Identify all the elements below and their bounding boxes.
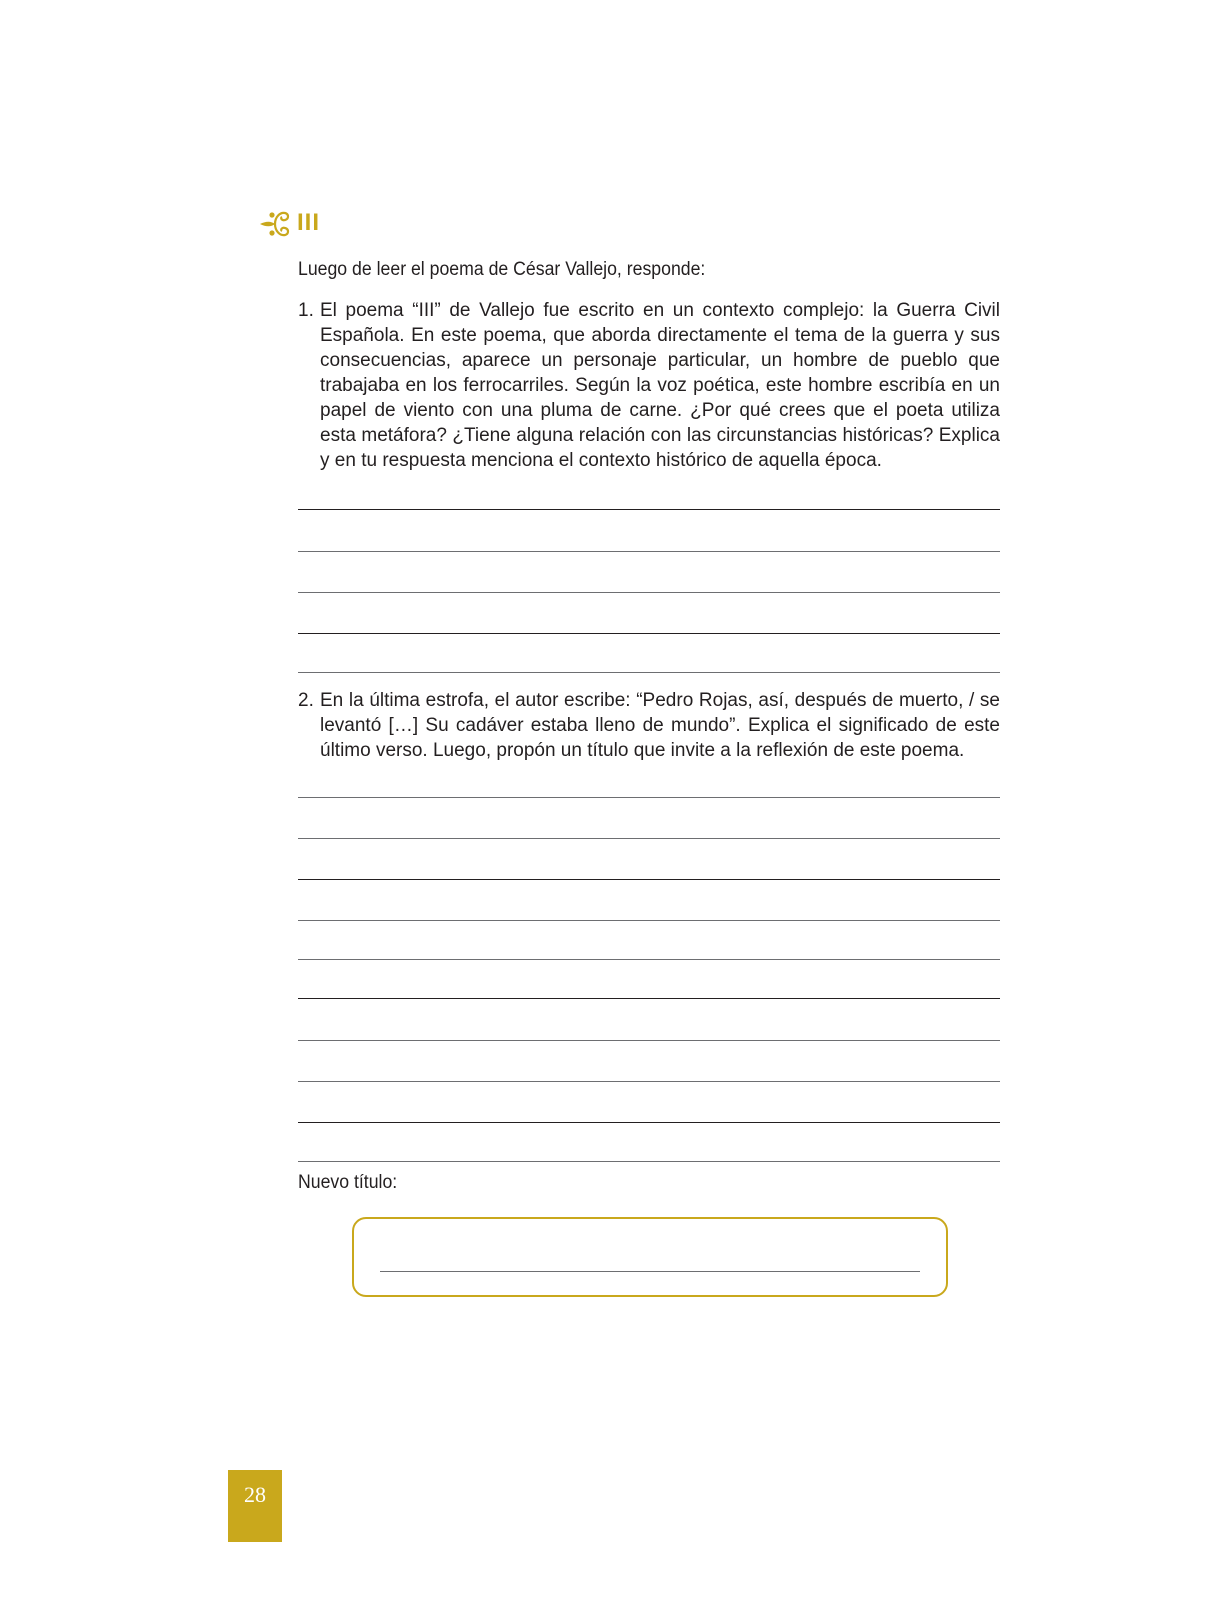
page-number-badge (228, 1470, 282, 1542)
answer-line[interactable] (298, 998, 1000, 999)
answer-line[interactable] (298, 879, 1000, 880)
fleur-ornament-icon (258, 208, 290, 240)
answer-line[interactable] (298, 592, 1000, 593)
section-title: III (297, 209, 321, 236)
question-number: 1. (298, 300, 314, 321)
instructions: Luego de leer el poema de César Vallejo, responde: (298, 259, 706, 280)
question-text: El poema “III” de Vallejo fue escrito en un contexto complejo: la Guerra Civil Española. En este poema, que aborda directamente el tema de la guerra y sus consecuencias, aparece un personaje particular, un hombre de pueblo que trabajaba en los ferrocarriles. Según la voz poética, este hombre escribía en un papel de viento con una pluma de carne. ¿Por qué crees que el poeta utiliza esta metáfora? ¿Tiene alguna relación con las circunstancias históricas? Explica y en tu respuesta menciona el contexto histórico de aquella época. (320, 300, 1000, 471)
answer-line[interactable] (298, 633, 1000, 634)
new-title-box (352, 1217, 948, 1297)
question-1 (298, 298, 1000, 473)
answer-line[interactable] (298, 920, 1000, 921)
answer-line[interactable] (298, 672, 1000, 673)
page-number: 28 (244, 1482, 266, 1507)
answer-line[interactable] (298, 797, 1000, 798)
new-title-answer-line[interactable] (380, 1271, 920, 1272)
question-2 (298, 688, 1000, 763)
question-text: En la última estrofa, el autor escribe: “Pedro Rojas, así, después de muerto, / se levantó […] Su cadáver estaba lleno de mundo”. Explica el significado de este último verso. Luego, propón un título que invite a la reflexión de este poema. (320, 690, 1000, 761)
answer-line[interactable] (298, 1122, 1000, 1123)
new-title-label: Nuevo título: (298, 1172, 398, 1193)
answer-line[interactable] (298, 551, 1000, 552)
answer-line[interactable] (298, 1040, 1000, 1041)
answer-line[interactable] (298, 1161, 1000, 1162)
answer-line[interactable] (298, 1081, 1000, 1082)
answer-line[interactable] (298, 509, 1000, 510)
answer-line[interactable] (298, 838, 1000, 839)
answer-line[interactable] (298, 959, 1000, 960)
question-number: 2. (298, 690, 314, 711)
